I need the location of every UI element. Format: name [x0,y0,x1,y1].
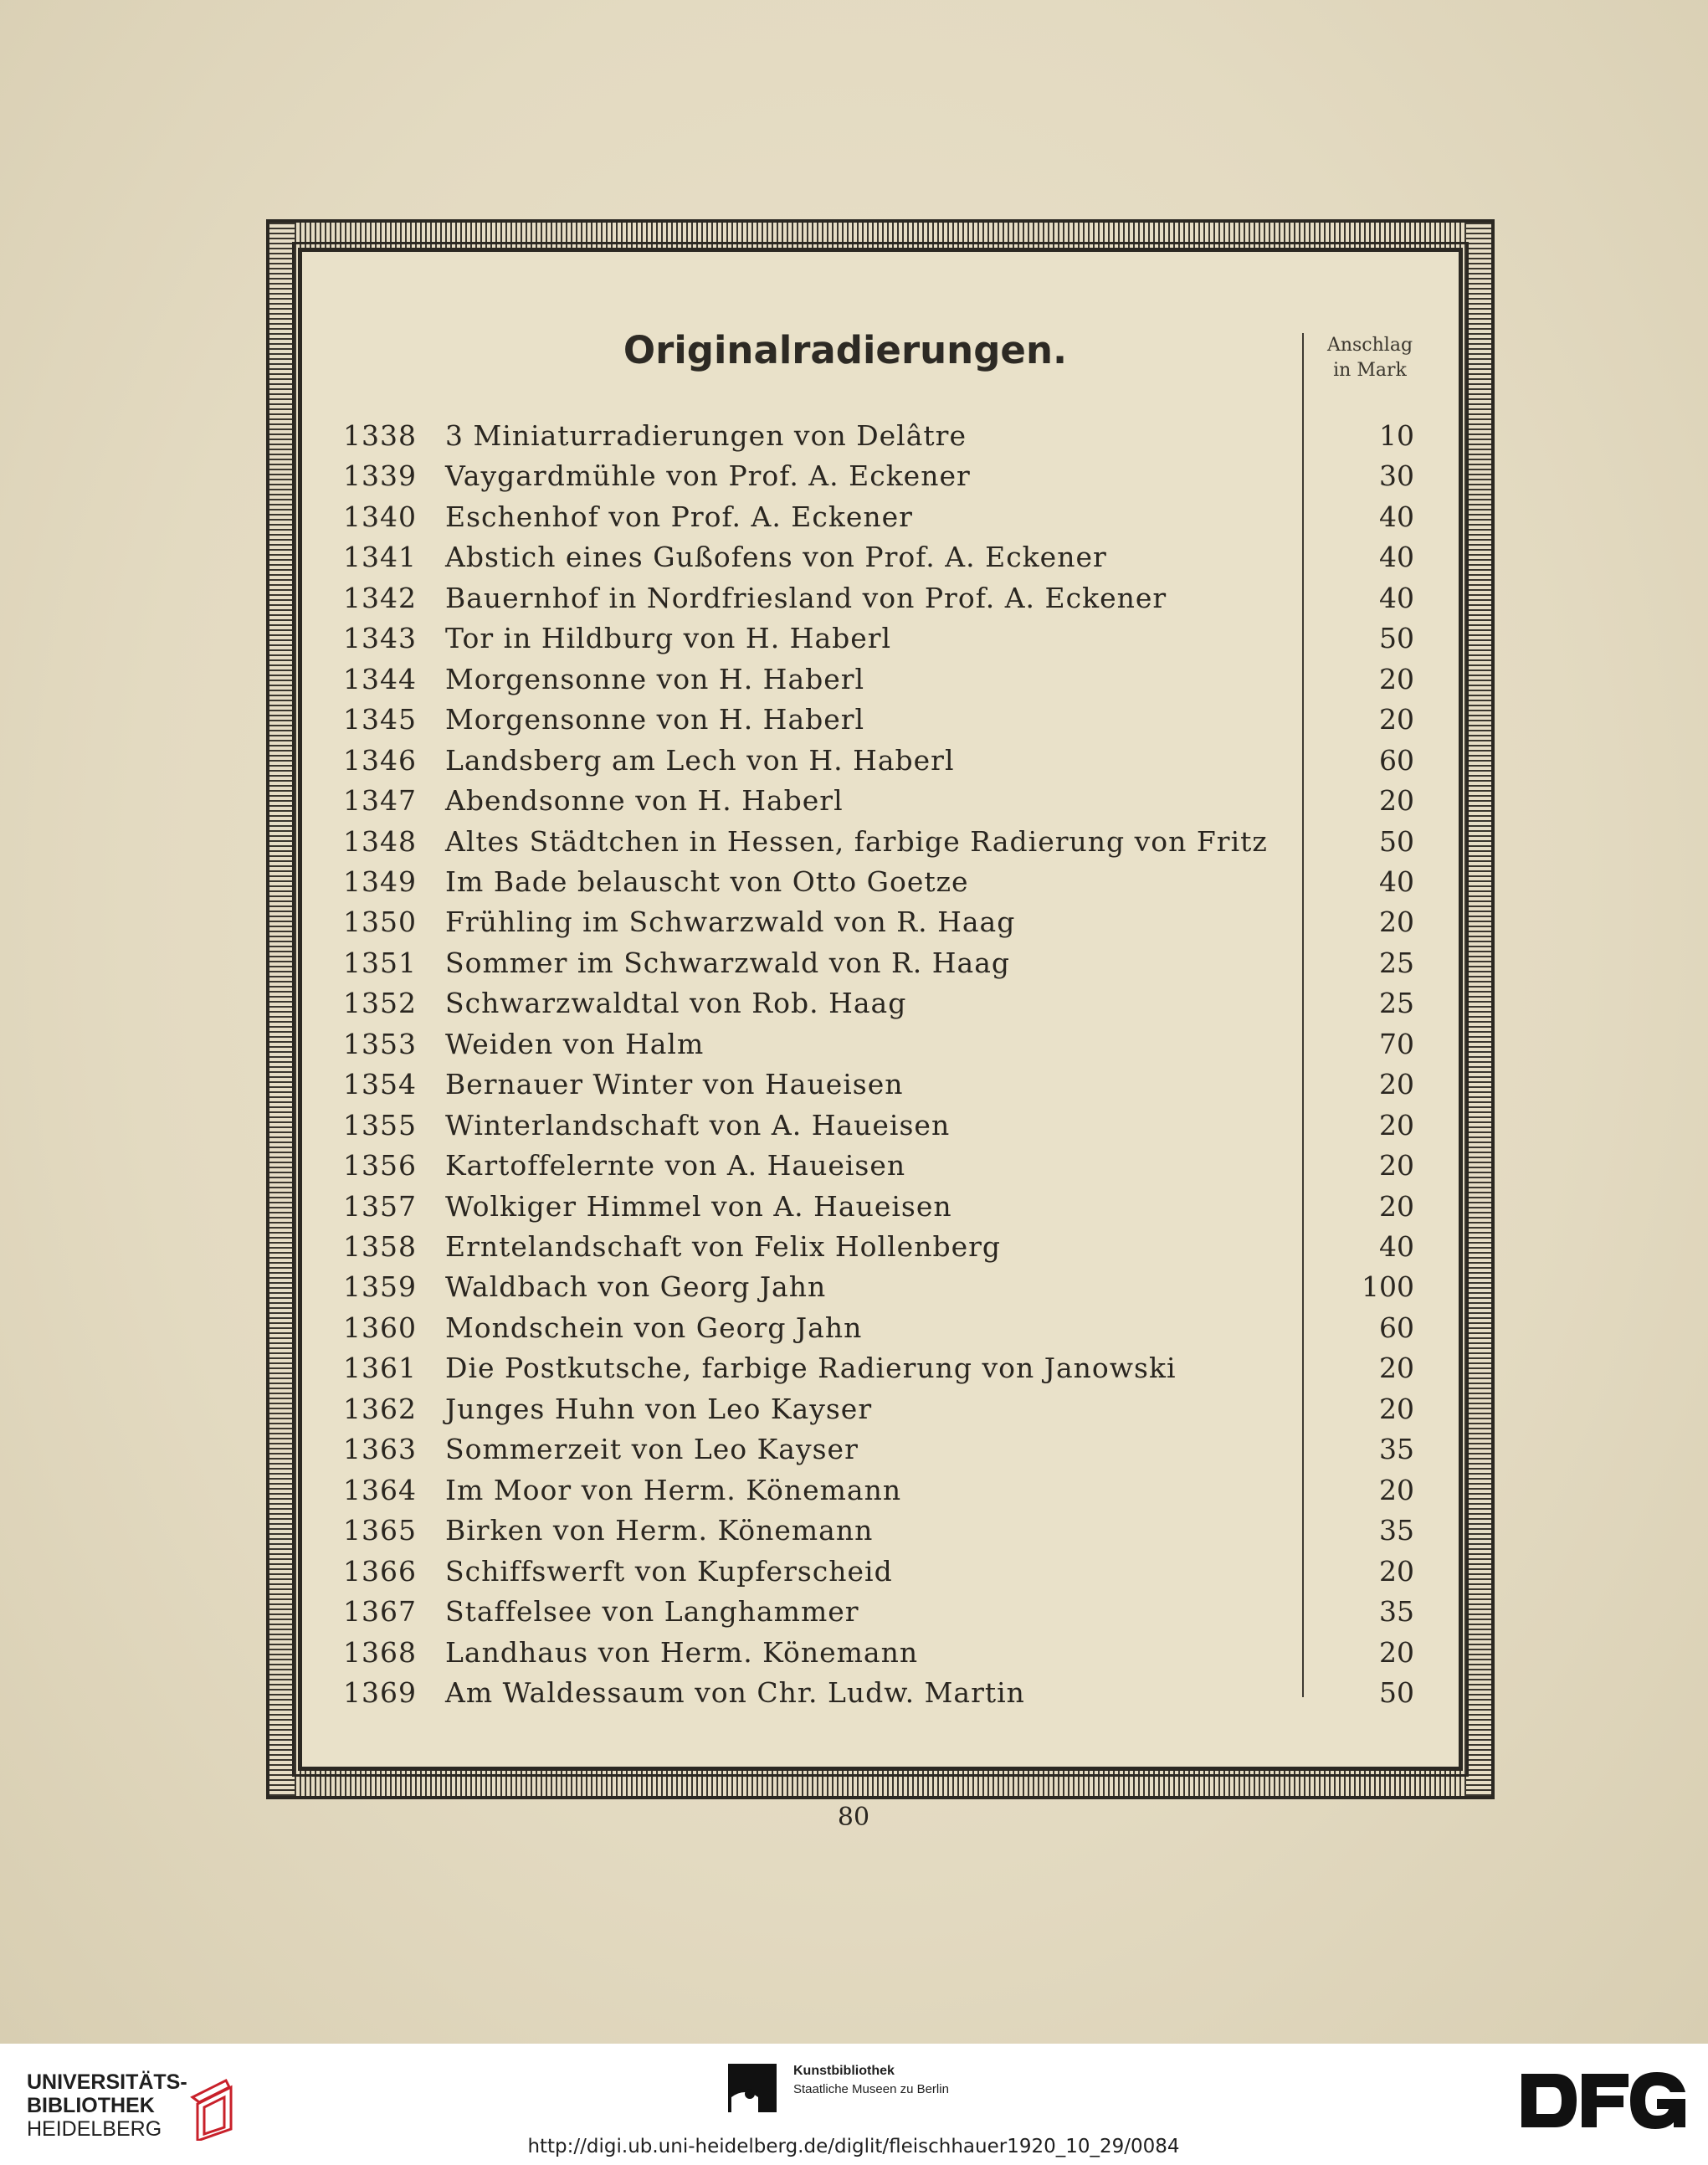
kunstbibliothek-line2: Staatliche Museen zu Berlin [793,2082,949,2096]
catalog-row [0,943,1708,983]
lot-number: 1338 [343,419,417,452]
artwork-title: 3 Miniaturradierungen von Delâtre [445,419,967,452]
estimate-price: 20 [1379,784,1414,818]
catalog-row [0,1267,1708,1307]
page-number: 80 [837,1803,870,1832]
estimate-price: 20 [1379,1635,1414,1669]
lot-number: 1346 [343,743,417,777]
dfg-logo-icon [1521,2067,1685,2134]
page-heading: Originalradierungen. [623,328,1068,372]
estimate-price: 20 [1379,906,1414,939]
estimate-price: 20 [1379,703,1414,736]
artwork-title: Landhaus von Herm. Könemann [445,1635,919,1669]
lot-number: 1350 [343,906,417,939]
estimate-price: 25 [1379,987,1414,1020]
estimate-price: 20 [1379,1189,1414,1223]
lot-number: 1361 [343,1352,417,1385]
catalog-row [0,1429,1708,1470]
catalog-row [0,1552,1708,1592]
lot-number: 1364 [343,1473,417,1506]
artwork-title: Erntelandschaft von Felix Hollenberg [445,1230,1001,1263]
catalog-row [0,497,1708,537]
artwork-title: Sommerzeit von Leo Kayser [445,1433,859,1466]
catalog-row [0,456,1708,496]
estimate-price: 20 [1379,662,1414,695]
lot-number: 1342 [343,581,417,614]
artwork-title: Schiffswerft von Kupferscheid [445,1554,893,1588]
lot-number: 1362 [343,1392,417,1425]
catalog-row [0,902,1708,942]
catalog-row [0,741,1708,781]
catalog-row [0,537,1708,577]
lot-number: 1347 [343,784,417,818]
artwork-title: Landsberg am Lech von H. Haberl [445,743,955,777]
catalog-row [0,618,1708,659]
university-name [27,2070,187,2141]
artwork-title: Abstich eines Gußofens von Prof. A. Eckener [445,541,1107,574]
estimate-price: 40 [1379,864,1414,898]
catalog-row [0,1348,1708,1388]
estimate-price: 20 [1379,1149,1414,1183]
lot-number: 1348 [343,824,417,858]
artwork-title: Am Waldessaum von Chr. Ludw. Martin [445,1675,1025,1709]
artwork-title: Winterlandschaft von A. Haueisen [445,1108,951,1141]
estimate-price: 20 [1379,1392,1414,1425]
catalog-row [0,781,1708,821]
artwork-title: Kartoffelernte von A. Haueisen [445,1149,906,1183]
catalog-row [0,700,1708,740]
catalog-row [0,1673,1708,1713]
catalog-row [0,1470,1708,1511]
estimate-price: 20 [1379,1554,1414,1588]
lot-number: 1341 [343,541,417,574]
estimate-price: 50 [1379,1675,1414,1709]
lot-number: 1339 [343,459,417,493]
lot-number: 1344 [343,662,417,695]
kunstbibliothek-logo-icon [728,2064,777,2112]
artwork-title: Altes Städtchen in Hessen, farbige Radierung von Fritz [445,824,1268,858]
lot-number: 1365 [343,1514,417,1547]
kunstbibliothek-name [793,2062,949,2099]
catalog-row [0,1024,1708,1065]
artwork-title: Bauernhof in Nordfriesland von Prof. A. Eckener [445,581,1167,614]
artwork-title: Wolkiger Himmel von A. Haueisen [445,1189,952,1223]
catalog-row [0,1106,1708,1146]
artwork-title: Bernauer Winter von Haueisen [445,1068,904,1101]
estimate-price: 35 [1379,1595,1414,1629]
lot-number: 1356 [343,1149,417,1183]
catalog-row [0,822,1708,862]
estimate-price: 70 [1379,1027,1414,1060]
artwork-title: Schwarzwaldtal von Rob. Haag [445,987,907,1020]
estimate-price: 20 [1379,1108,1414,1141]
artwork-title: Tor in Hildburg von H. Haberl [445,622,892,655]
catalog-row [0,578,1708,618]
artwork-title: Vaygardmühle von Prof. A. Eckener [445,459,971,493]
estimate-price: 40 [1379,500,1414,533]
artwork-title: Im Bade belauscht von Otto Goetze [445,864,969,898]
catalog-row [0,1227,1708,1267]
catalog-row [0,1146,1708,1186]
estimate-price: 35 [1379,1514,1414,1547]
catalog-row [0,1511,1708,1551]
estimate-price: 35 [1379,1433,1414,1466]
lot-number: 1360 [343,1311,417,1344]
estimate-price: 10 [1379,419,1414,452]
estimate-price: 40 [1379,1230,1414,1263]
lot-number: 1343 [343,622,417,655]
artwork-title: Die Postkutsche, farbige Radierung von Janowski [445,1352,1177,1385]
catalog-row [0,659,1708,700]
catalog-row [0,1187,1708,1227]
lot-number: 1345 [343,703,417,736]
lot-number: 1358 [343,1230,417,1263]
artwork-title: Weiden von Halm [445,1027,705,1060]
lot-number: 1363 [343,1433,417,1466]
artwork-title: Birken von Herm. Könemann [445,1514,874,1547]
artwork-title: Waldbach von Georg Jahn [445,1270,827,1304]
artwork-title: Morgensonne von H. Haberl [445,703,865,736]
catalog-row [0,416,1708,456]
catalog-row [0,983,1708,1024]
catalog-row [0,1633,1708,1673]
artwork-title: Frühling im Schwarzwald von R. Haag [445,906,1016,939]
lot-number: 1352 [343,987,417,1020]
university-line2: BIBLIOTHEK [27,2094,155,2117]
lot-number: 1369 [343,1675,417,1709]
catalog-row [0,1592,1708,1632]
lot-number: 1354 [343,1068,417,1101]
university-line3: HEIDELBERG [27,2117,162,2141]
lot-number: 1349 [343,864,417,898]
artwork-title: Morgensonne von H. Haberl [445,662,865,695]
catalog-row [0,862,1708,902]
estimate-price: 20 [1379,1352,1414,1385]
artwork-title: Abendsonne von H. Haberl [445,784,844,818]
catalog-row [0,1308,1708,1348]
lot-number: 1357 [343,1189,417,1223]
lot-number: 1340 [343,500,417,533]
kunstbibliothek-line1: Kunstbibliothek [793,2064,895,2078]
artwork-title: Im Moor von Herm. Könemann [445,1473,902,1506]
estimate-price: 20 [1379,1068,1414,1101]
lot-number: 1366 [343,1554,417,1588]
lot-number: 1359 [343,1270,417,1304]
estimate-price: 40 [1379,541,1414,574]
estimate-price: 100 [1362,1270,1414,1304]
estimate-price: 25 [1379,946,1414,979]
university-line1: UNIVERSITÄTS- [27,2070,187,2094]
estimate-price: 50 [1379,622,1414,655]
artwork-title: Junges Huhn von Leo Kayser [445,1392,873,1425]
artwork-title: Sommer im Schwarzwald von R. Haag [445,946,1011,979]
estimate-price: 30 [1379,459,1414,493]
estimate-price: 60 [1379,1311,1414,1344]
price-column-header-line1: Anschlag [1326,335,1413,356]
artwork-title: Staffelsee von Langhammer [445,1595,859,1629]
lot-number: 1353 [343,1027,417,1060]
catalog-row [0,1389,1708,1429]
artwork-title: Mondschein von Georg Jahn [445,1311,863,1344]
lot-number: 1351 [343,946,417,979]
price-column-header-line2: in Mark [1333,360,1407,381]
estimate-price: 60 [1379,743,1414,777]
price-column-header [1307,333,1433,383]
lot-number: 1367 [343,1595,417,1629]
source-url[interactable]: http://digi.ub.uni-heidelberg.de/diglit/fleischhauer1920_10_29/0084 [527,2136,1180,2157]
catalog-row [0,1065,1708,1105]
estimate-price: 50 [1379,824,1414,858]
estimate-price: 20 [1379,1473,1414,1506]
artwork-title: Eschenhof von Prof. A. Eckener [445,500,913,533]
estimate-price: 40 [1379,581,1414,614]
lot-number: 1368 [343,1635,417,1669]
lot-number: 1355 [343,1108,417,1141]
